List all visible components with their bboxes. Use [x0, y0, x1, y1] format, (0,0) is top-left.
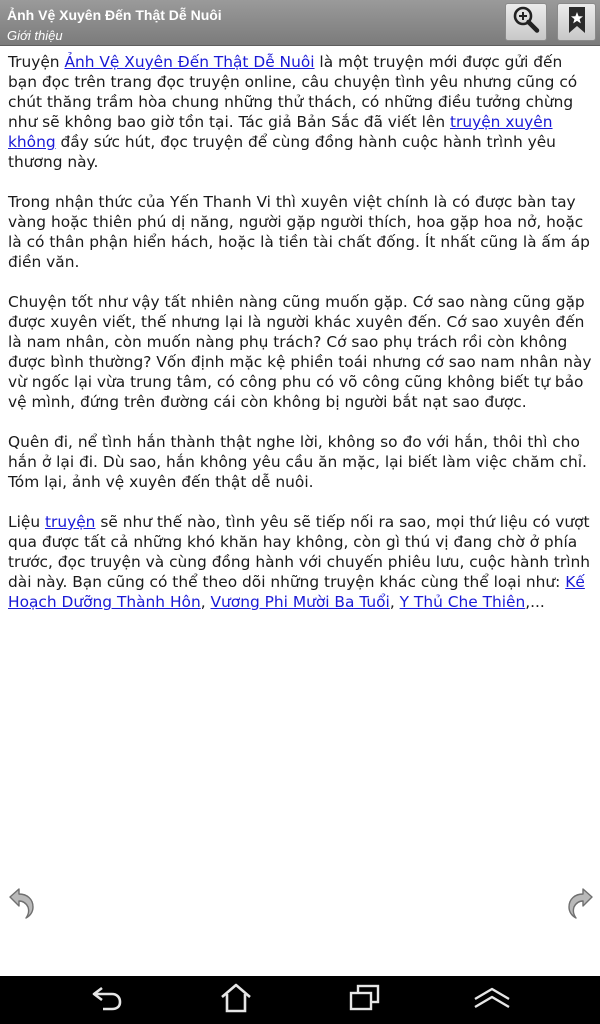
paragraph-text: Liệu [8, 513, 45, 531]
menu-up-icon [472, 986, 512, 1015]
intro-paragraph-1 [8, 52, 594, 172]
intro-paragraph-4: Quên đi, nể tình hắn thành thật nghe lời, không so đo với hắn, thôi thì cho hắn ở lại đi. Dù sao, hắn không yêu cầu ăn mặc, lại biết làm việc chăm chỉ. Tóm lại, ảnh vệ xuyên đến thật dễ nuôi. [8, 433, 587, 491]
app-bar [0, 0, 600, 46]
system-home-button[interactable] [210, 982, 262, 1018]
paragraph-text: sẽ như thế nào, tình yêu sẽ tiếp nối ra sao, mọi thứ liệu có vượt qua được tất cả những khó khăn hay không, còn gì thú vị đang chờ ở phía trước, đọc truyện và cùng đồng hành với chuyến phiêu lưu, cuộc hành trình dài này. Bạn cũng có thể theo dõi những truyện khác cùng thể loại như: [8, 513, 591, 591]
intro-paragraph-5 [8, 512, 594, 612]
paragraph-text: là một truyện mới được gửi đến bạn đọc trên trang đọc truyện online, câu chuyện tình yêu nhưng cũng có chút thăng trầm hòa chung những thử thách, có những điều tưởng chừng như sẽ không bao giờ tồn tại. Tác giả Bản Sắc đã viết lên [8, 53, 578, 131]
paragraph-text: Truyện [8, 53, 65, 71]
intro-paragraph-3: Chuyện tốt như vậy tất nhiên nàng cũng muốn gặp. Cớ sao nàng cũng gặp được xuyên viết, thế nhưng lại là người khác xuyên đến. Cớ sao xuyên đến là nam nhân, còn muốn nàng phụ trách? Cớ sao phụ trách rồi còn không được bình thường? Vốn định mặc kệ phiền toái nhưng cớ sao nam nhân này vừ ngốc lại vừa trung tâm, có công phu có võ công cũng không biết tự bảo vệ mình, đứng trên đường cái còn không bị người bắt nạt sao được. [8, 293, 592, 411]
system-navigation-bar [0, 976, 600, 1024]
bookmark-button[interactable] [557, 3, 596, 41]
related-story-link[interactable]: Y Thủ Che Thiên [399, 593, 526, 611]
bookmark-icon [566, 5, 588, 40]
intro-paragraph-2: Trong nhận thức của Yến Thanh Vi thì xuyên việt chính là có được bàn tay vàng hoặc thiên phú dị năng, người gặp người thích, hoa gặp hoa nở, hoặc là có thân phận hiển hách, hoặc là tiền tài chất đống. Ít nhất cũng là ấm áp điền văn. [8, 193, 590, 271]
home-icon [220, 983, 252, 1018]
back-icon [90, 984, 126, 1017]
story-intro [8, 52, 594, 632]
system-recent-apps-button[interactable] [338, 982, 390, 1018]
separator: , [389, 593, 400, 611]
recent-apps-icon [348, 984, 380, 1017]
story-title-link[interactable]: Ảnh Vệ Xuyên Đến Thật Dễ Nuôi [64, 53, 315, 71]
system-menu-button[interactable] [466, 982, 518, 1018]
page-title: Ảnh Vệ Xuyên Đến Thật Dễ Nuôi [7, 7, 222, 23]
paragraph-text: ,... [525, 593, 545, 611]
previous-page-button[interactable] [4, 888, 38, 922]
next-page-button[interactable] [564, 888, 598, 922]
paragraph-text: đầy sức hút, đọc truyện để cùng đồng hành cuộc hành trình yêu thương này. [8, 133, 556, 171]
page-subtitle: Giới thiệu [7, 28, 63, 43]
related-story-link[interactable]: Vương Phi Mười Ba Tuổi [210, 593, 390, 611]
redo-arrow-icon [566, 887, 596, 924]
separator: , [200, 593, 211, 611]
story-link[interactable]: truyện [44, 513, 96, 531]
zoom-in-icon [511, 5, 541, 40]
genre-link[interactable]: truyện xuyên không [8, 113, 553, 151]
undo-arrow-icon [6, 887, 36, 924]
zoom-button[interactable] [505, 3, 547, 41]
system-back-button[interactable] [82, 982, 134, 1018]
related-story-link[interactable]: Kế Hoạch Dưỡng Thành Hôn [8, 573, 585, 611]
